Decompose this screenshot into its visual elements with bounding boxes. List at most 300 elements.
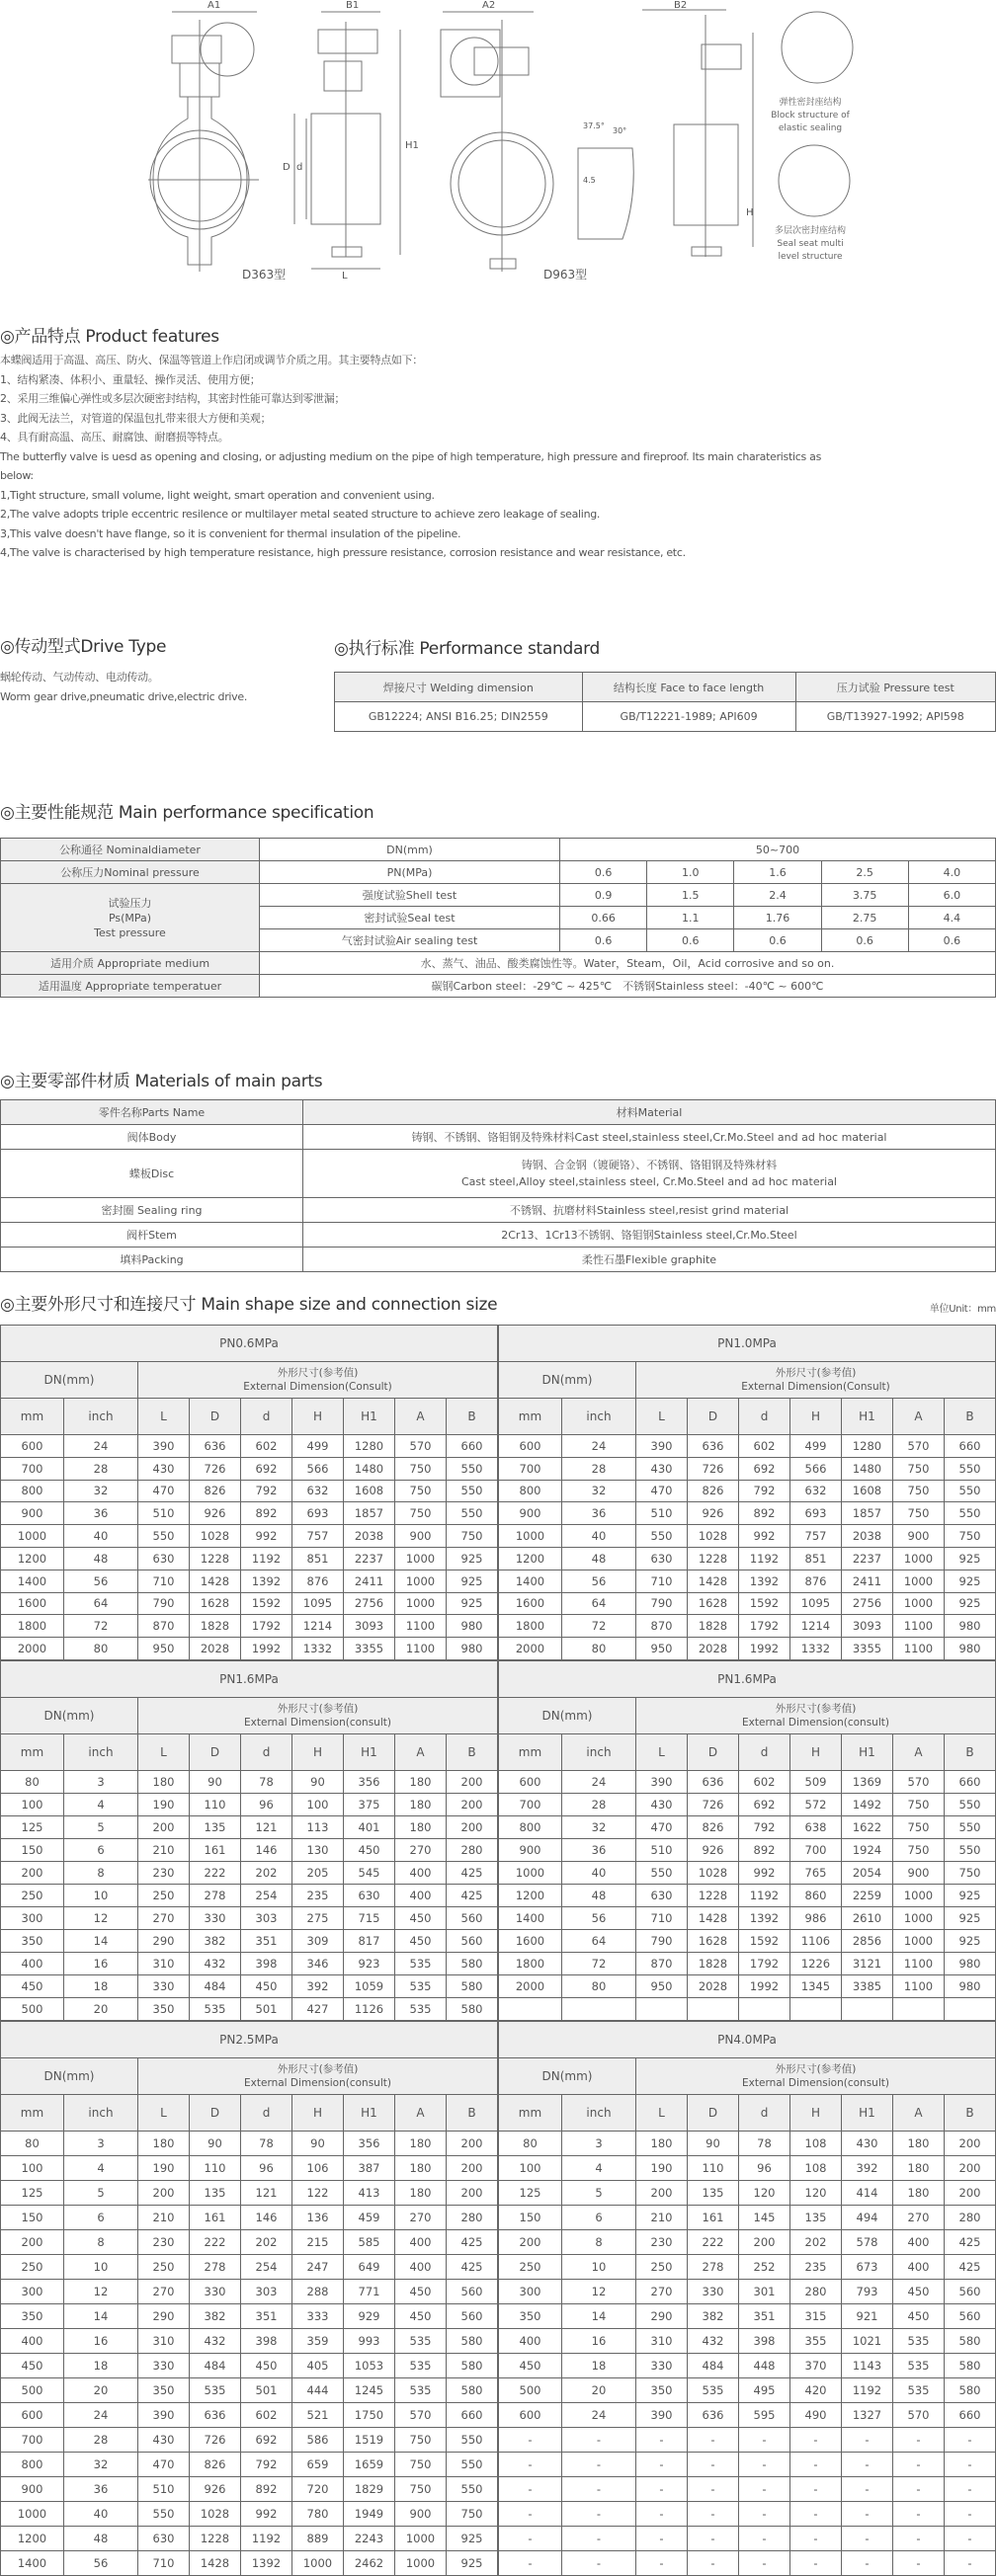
table-cell: 659	[292, 2452, 344, 2476]
table-cell: 535	[395, 1997, 447, 2020]
table-cell: 1000	[893, 1929, 945, 1952]
table-cell: 860	[790, 1884, 842, 1906]
table-cell: 1628	[190, 1592, 241, 1615]
table-cell: 580	[447, 1974, 498, 1997]
table-cell: 108	[790, 2155, 842, 2180]
table-cell: 900	[1, 1502, 64, 1525]
table-row	[1, 2402, 498, 2427]
table-cell: 350	[1, 2303, 64, 2328]
table-cell: 535	[190, 2377, 241, 2402]
table-cell: 726	[688, 1457, 739, 1480]
table-cell: 450	[499, 2353, 562, 2377]
table-cell: 1028	[688, 1525, 739, 1548]
table-cell: 100	[1, 1793, 64, 1815]
table-cell: 400	[893, 2229, 945, 2254]
table-cell: -	[688, 2427, 739, 2452]
table-cell: 355	[790, 2328, 842, 2353]
column-header: D	[190, 2094, 241, 2131]
table-cell: 580	[945, 2353, 996, 2377]
table-row	[499, 1815, 996, 1838]
column-header: inch	[64, 1399, 138, 1435]
column-header: A	[395, 1399, 447, 1435]
table-cell: 18	[64, 2353, 138, 2377]
table-cell: -	[636, 2476, 688, 2501]
column-header: H	[292, 2094, 344, 2131]
table-cell: 710	[138, 2550, 190, 2575]
column-header: inch	[64, 1733, 138, 1770]
caption-line: Seal seat multi	[777, 239, 844, 249]
table-row	[1, 1884, 498, 1906]
table-cell: 1000	[893, 1570, 945, 1592]
feature-line: 1、结构紧凑、体积小、重量轻、操作灵活、使用方便；	[0, 372, 261, 386]
table-cell: 96	[241, 1793, 292, 1815]
table-cell: -	[739, 2427, 790, 2452]
table-cell: 161	[190, 1838, 241, 1861]
table-cell: 750	[395, 2452, 447, 2476]
table-cell: 792	[241, 1480, 292, 1502]
table-cell: 72	[562, 1615, 636, 1638]
table-cell: 892	[739, 1838, 790, 1861]
table-cell: 230	[138, 2229, 190, 2254]
table-cell: 444	[292, 2377, 344, 2402]
table-cell: 190	[138, 1793, 190, 1815]
table-cell: 1519	[344, 2427, 395, 2452]
table-row	[499, 1525, 996, 1548]
table-row	[1, 2279, 498, 2303]
table-cell: 235	[790, 2254, 842, 2279]
table-cell: 1592	[739, 1929, 790, 1952]
ext-en: External Dimension(Consult)	[243, 1381, 392, 1393]
table-cell: -	[945, 2526, 996, 2550]
table-cell: -	[688, 2526, 739, 2550]
pn-unit: PN(MPa)	[260, 861, 560, 884]
table-cell: 550	[138, 2501, 190, 2526]
header-cell: 压力试验 Pressure test	[795, 673, 995, 702]
table-cell: 351	[241, 2303, 292, 2328]
feature-line: below:	[0, 469, 34, 482]
table-cell: 1857	[842, 1502, 893, 1525]
table-cell: 470	[636, 1815, 688, 1838]
table-cell: 90	[190, 1770, 241, 1793]
table-row	[1, 2131, 498, 2155]
table-cell: 40	[562, 1861, 636, 1884]
table-cell: 425	[447, 1861, 498, 1884]
table-cell: -	[893, 2501, 945, 2526]
table-cell: 851	[292, 1547, 344, 1570]
table-cell: 826	[190, 2452, 241, 2476]
column-header: H1	[842, 1733, 893, 1770]
table-cell: 1245	[344, 2377, 395, 2402]
valve-drawings	[148, 0, 860, 296]
table-cell: 190	[636, 2155, 688, 2180]
table-cell: 900	[1, 2476, 64, 2501]
table-cell: 3093	[842, 1615, 893, 1638]
table-cell: 250	[138, 2254, 190, 2279]
table-row	[1, 1929, 498, 1952]
table-cell: 401	[344, 1815, 395, 1838]
table-cell: 660	[945, 1435, 996, 1458]
ext-en: External Dimension(consult)	[244, 1716, 391, 1729]
table-cell: 499	[292, 1435, 344, 1458]
table-cell: 5	[562, 2180, 636, 2205]
table-cell: 14	[562, 2303, 636, 2328]
column-header: D	[688, 1733, 739, 1770]
feature-line: 3、此阀无法兰，对管道的保温包扎带来很大方便和美观；	[0, 411, 272, 425]
table-cell: -	[842, 2427, 893, 2452]
table-cell: 180	[893, 2131, 945, 2155]
table-cell: 1949	[344, 2501, 395, 2526]
table-cell: 2237	[344, 1547, 395, 1570]
spec-table	[0, 838, 996, 998]
feature-line: 4,The valve is characterised by high temperature resistance, high pressure resistance, corrosion resistance and wear resistance, etc.	[0, 546, 686, 559]
table-cell: 510	[138, 2476, 190, 2501]
table-cell: 36	[64, 1502, 138, 1525]
table-cell: -	[945, 2550, 996, 2575]
table-cell: 550	[945, 1502, 996, 1525]
feature-line: 2、采用三维偏心弹性或多层次硬密封结构，其密封性能可靠达到零泄漏；	[0, 392, 346, 405]
table-cell: 1392	[739, 1906, 790, 1929]
dimension-table-pn1-0mpa	[498, 1325, 996, 1660]
table-cell: 414	[842, 2180, 893, 2205]
external-dimension-header	[636, 1362, 996, 1399]
column-header: d	[739, 1399, 790, 1435]
table-cell: 301	[739, 2279, 790, 2303]
table-cell: 1792	[739, 1952, 790, 1974]
table-cell: -	[636, 2452, 688, 2476]
column-header: d	[739, 2094, 790, 2131]
table-cell: 986	[790, 1906, 842, 1929]
dn-unit: DN(mm)	[260, 839, 560, 861]
table-cell: 1000	[292, 2550, 344, 2575]
table-cell: 800	[499, 1480, 562, 1502]
table-cell: 1592	[739, 1592, 790, 1615]
table-cell: 2243	[344, 2526, 395, 2550]
table-cell: 578	[842, 2229, 893, 2254]
table-cell: 1000	[893, 1547, 945, 1570]
table-cell: 330	[138, 2353, 190, 2377]
table-cell: 1000	[499, 1861, 562, 1884]
column-header: mm	[1, 2094, 64, 2131]
table-cell: 560	[447, 2303, 498, 2328]
table-cell: 150	[1, 2205, 64, 2229]
table-cell: 500	[499, 2377, 562, 2402]
spec-value: 2.4	[734, 884, 821, 907]
table-cell: 1750	[344, 2402, 395, 2427]
table-cell: 1400	[1, 2550, 64, 2575]
table-cell: 330	[190, 2279, 241, 2303]
external-dimension-header	[138, 1697, 498, 1733]
table-cell: 535	[688, 2377, 739, 2402]
table-cell: 750	[447, 1525, 498, 1548]
table-cell: -	[562, 2452, 636, 2476]
table-cell: 750	[893, 1838, 945, 1861]
table-cell: 570	[395, 1435, 447, 1458]
table-cell: -	[636, 2526, 688, 2550]
spec-value: 0.6	[647, 929, 734, 952]
table-cell: 3355	[842, 1638, 893, 1660]
table-cell: 250	[499, 2254, 562, 2279]
table-cell: -	[499, 2452, 562, 2476]
table-cell: 310	[138, 1952, 190, 1974]
table-row	[499, 1906, 996, 1929]
table-row	[499, 2131, 996, 2155]
table-cell: 1100	[395, 1638, 447, 1660]
table-cell: 550	[945, 1838, 996, 1861]
external-dimension-header	[636, 1697, 996, 1733]
pn-header: PN2.5MPa	[1, 2021, 498, 2057]
table-cell: 3	[64, 2131, 138, 2155]
dn-header: DN(mm)	[499, 1362, 636, 1399]
table-cell: 535	[893, 2328, 945, 2353]
spec-value: 0.9	[560, 884, 647, 907]
table-cell: 710	[636, 1906, 688, 1929]
table-cell: 135	[688, 2180, 739, 2205]
dimension-tables	[0, 1325, 996, 2576]
column-header: A	[893, 1399, 945, 1435]
table-cell: 630	[344, 1884, 395, 1906]
column-header: L	[138, 2094, 190, 2131]
table-cell: 926	[688, 1502, 739, 1525]
table-row	[1, 1770, 498, 1793]
table-cell: 400	[1, 1952, 64, 1974]
table-cell: 550	[945, 1480, 996, 1502]
table-cell: 1600	[1, 1592, 64, 1615]
table-cell: 1000	[893, 1906, 945, 1929]
table-cell: 90	[292, 2131, 344, 2155]
part-name: 密封圈 Sealing ring	[1, 1198, 303, 1223]
table-cell: 1000	[893, 1592, 945, 1615]
table-cell: 950	[636, 1974, 688, 1997]
table-cell: 1792	[241, 1615, 292, 1638]
table-cell: 346	[292, 1952, 344, 1974]
table-cell: -	[893, 2427, 945, 2452]
column-header: B	[945, 1399, 996, 1435]
table-cell: 398	[739, 2328, 790, 2353]
table-cell: 72	[64, 1615, 138, 1638]
table-cell: 929	[344, 2303, 395, 2328]
features-text	[0, 351, 821, 563]
table-cell: 190	[138, 2155, 190, 2180]
table-cell: 817	[344, 1929, 395, 1952]
table-row	[1, 2353, 498, 2377]
table-cell: 425	[447, 1884, 498, 1906]
table-cell: 925	[945, 1570, 996, 1592]
table-cell: 2028	[688, 1638, 739, 1660]
table-cell: -	[893, 2526, 945, 2550]
table-cell: 980	[945, 1952, 996, 1974]
table-cell: 484	[688, 2353, 739, 2377]
table-cell: 900	[499, 1838, 562, 1861]
label-angle2: 30°	[613, 126, 627, 135]
table-cell: 400	[1, 2328, 64, 2353]
table-cell: 2000	[1, 1638, 64, 1660]
table-cell: 700	[499, 1793, 562, 1815]
table-cell: 950	[636, 1638, 688, 1660]
table-cell: 8	[64, 1861, 138, 1884]
table-cell: 2028	[688, 1974, 739, 1997]
table-cell: 356	[344, 2131, 395, 2155]
table-cell: 382	[190, 1929, 241, 1952]
table-cell: 638	[790, 1815, 842, 1838]
table-cell: -	[636, 2501, 688, 2526]
table-cell: 398	[241, 1952, 292, 1974]
table-cell: 125	[1, 2180, 64, 2205]
spec-value: 0.6	[734, 929, 821, 952]
table-cell: 2411	[344, 1570, 395, 1592]
table-cell: 20	[64, 1997, 138, 2020]
label-a2: A2	[482, 0, 496, 11]
table-cell: 765	[790, 1861, 842, 1884]
table-cell: 726	[190, 1457, 241, 1480]
table-cell: 550	[447, 1502, 498, 1525]
column-header: mm	[499, 2094, 562, 2131]
table-cell: 78	[241, 2131, 292, 2155]
table-cell: 636	[190, 2402, 241, 2427]
table-cell: 501	[241, 1997, 292, 2020]
header-cell: 焊接尺寸 Welding dimension	[335, 673, 583, 702]
table-cell	[945, 1997, 996, 2020]
table-cell: 310	[636, 2328, 688, 2353]
pn-header: PN4.0MPa	[499, 2021, 996, 2057]
table-cell: 790	[636, 1929, 688, 1952]
table-cell: 494	[842, 2205, 893, 2229]
table-cell: 145	[739, 2205, 790, 2229]
table-cell: 1857	[344, 1502, 395, 1525]
table-row	[499, 2254, 996, 2279]
table-cell: 632	[292, 1480, 344, 1502]
table-cell: 300	[1, 2279, 64, 2303]
table-cell: 252	[739, 2254, 790, 2279]
table-cell: 2259	[842, 1884, 893, 1906]
table-cell: 450	[893, 2279, 945, 2303]
table-row	[499, 2180, 996, 2205]
table-cell: 585	[344, 2229, 395, 2254]
table-cell: 150	[1, 1838, 64, 1861]
table-cell: 630	[636, 1547, 688, 1570]
table-cell: 720	[292, 2476, 344, 2501]
table-cell: 535	[893, 2377, 945, 2402]
d963-side-view	[642, 0, 754, 257]
table-cell: 923	[344, 1952, 395, 1974]
table-row	[499, 2303, 996, 2328]
table-cell: 64	[562, 1929, 636, 1952]
column-header: H	[292, 1733, 344, 1770]
table-row	[1, 2205, 498, 2229]
external-dimension-header	[138, 2057, 498, 2094]
table-cell: 550	[945, 1457, 996, 1480]
table-cell: 448	[739, 2353, 790, 2377]
table-cell: 660	[447, 1435, 498, 1458]
table-cell: 333	[292, 2303, 344, 2328]
table-cell: 64	[64, 1592, 138, 1615]
table-cell: 6	[562, 2205, 636, 2229]
table-cell: 500	[1, 1997, 64, 2020]
table-cell: 500	[1, 2377, 64, 2402]
table-cell: 146	[241, 1838, 292, 1861]
table-cell: 992	[739, 1525, 790, 1548]
table-cell: 270	[395, 1838, 447, 1861]
table-cell: 1192	[241, 1547, 292, 1570]
table-cell: 595	[739, 2402, 790, 2427]
table-cell: 980	[447, 1638, 498, 1660]
table-cell: 1332	[790, 1638, 842, 1660]
table-row	[1, 2476, 498, 2501]
table-cell: -	[739, 2452, 790, 2476]
table-cell: 180	[893, 2155, 945, 2180]
table-cell: 8	[562, 2229, 636, 2254]
table-cell: 757	[790, 1525, 842, 1548]
table-cell: 121	[241, 1815, 292, 1838]
table-cell: 826	[688, 1815, 739, 1838]
table-cell: 5	[64, 2180, 138, 2205]
table-cell: 1100	[893, 1974, 945, 1997]
table-row	[1, 1997, 498, 2020]
table-row	[499, 1838, 996, 1861]
table-cell: 1829	[344, 2476, 395, 2501]
table-cell: 550	[447, 1480, 498, 1502]
table-cell: 771	[344, 2279, 395, 2303]
table-cell: 200	[138, 1815, 190, 1838]
table-cell: 1992	[739, 1974, 790, 1997]
table-cell: 925	[447, 1547, 498, 1570]
table-cell: 1214	[292, 1615, 344, 1638]
table-cell: 90	[688, 2131, 739, 2155]
table-cell: 390	[138, 1435, 190, 1458]
table-cell: 12	[64, 2279, 138, 2303]
column-header: B	[447, 1733, 498, 1770]
pn-header: PN1.6MPa	[1, 1660, 498, 1697]
spec-value: 0.6	[908, 929, 995, 952]
table-cell: 120	[739, 2180, 790, 2205]
pn-header: PN1.0MPa	[499, 1326, 996, 1362]
table-cell: 200	[1, 2229, 64, 2254]
dn-header: DN(mm)	[1, 1362, 138, 1399]
table-cell: 900	[499, 1502, 562, 1525]
column-header: d	[739, 1733, 790, 1770]
table-cell: 370	[790, 2353, 842, 2377]
table-cell: 235	[292, 1884, 344, 1906]
table-cell: 1992	[739, 1638, 790, 1660]
ext-cn: 外形尺寸(参考值)	[775, 2062, 857, 2075]
table-cell: 425	[945, 2254, 996, 2279]
table-cell: 450	[395, 2303, 447, 2328]
table-cell: 247	[292, 2254, 344, 2279]
table-cell: 3385	[842, 1974, 893, 1997]
spec-heading: ◎主要性能规范 Main performance specification	[0, 803, 374, 823]
table-row	[1, 2526, 498, 2550]
table-cell: 90	[292, 1770, 344, 1793]
table-cell: 876	[292, 1570, 344, 1592]
table-row	[1, 1615, 498, 1638]
table-cell: 100	[499, 2155, 562, 2180]
table-cell: 18	[64, 1974, 138, 1997]
table-cell: 382	[190, 2303, 241, 2328]
table-cell: 351	[241, 1929, 292, 1952]
table-cell: 330	[636, 2353, 688, 2377]
column-header: B	[447, 1399, 498, 1435]
air-test-label: 气密封试验Air sealing test	[260, 929, 560, 952]
table-cell: 600	[499, 1770, 562, 1793]
table-cell: 800	[1, 2452, 64, 2476]
table-cell: 28	[64, 1457, 138, 1480]
table-cell: 40	[64, 2501, 138, 2526]
feature-line: 1,Tight structure, small volume, light weight, smart operation and convenient using.	[0, 488, 435, 502]
part-material	[303, 1150, 996, 1198]
table-cell: 432	[190, 1952, 241, 1974]
table-cell: -	[945, 2501, 996, 2526]
table-row	[499, 2526, 996, 2550]
table-cell: 32	[64, 2452, 138, 2476]
